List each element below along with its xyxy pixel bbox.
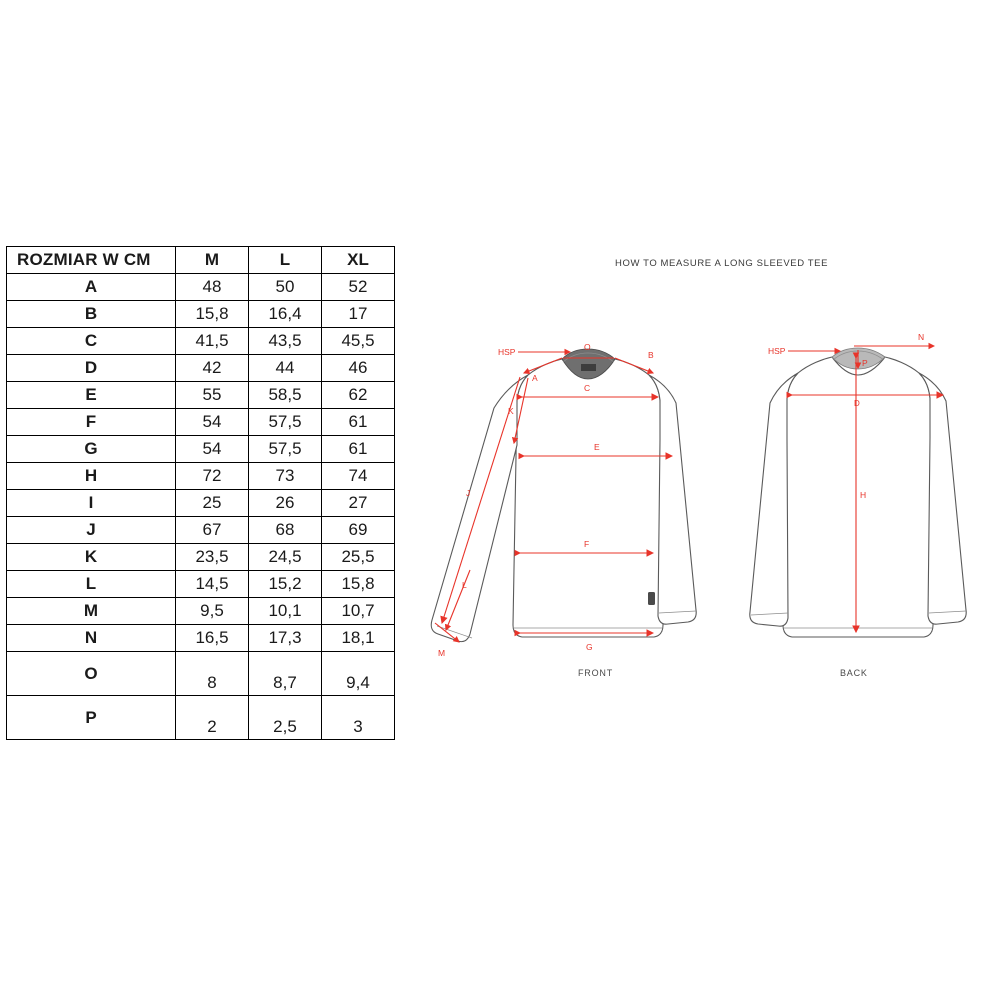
row-label-e: E	[7, 382, 176, 409]
cell-j-l: 68	[249, 517, 322, 544]
row-label-c: C	[7, 328, 176, 355]
cell-o-l: 8,7	[249, 652, 322, 696]
cell-k-xl: 25,5	[322, 544, 395, 571]
row-label-l: L	[7, 571, 176, 598]
row-label-o: O	[7, 652, 176, 696]
table-row	[7, 382, 395, 409]
front-caption: FRONT	[578, 668, 613, 678]
table-row	[7, 355, 395, 382]
cell-g-l: 57,5	[249, 436, 322, 463]
table-header-label: ROZMIAR W CM	[7, 247, 176, 274]
cell-k-l: 24,5	[249, 544, 322, 571]
svg-text:H: H	[860, 490, 867, 500]
cell-n-l: 17,3	[249, 625, 322, 652]
row-label-a: A	[7, 274, 176, 301]
diagram-title: HOW TO MEASURE A LONG SLEEVED TEE	[615, 258, 829, 269]
cell-f-m: 54	[176, 409, 249, 436]
cell-a-l: 50	[249, 274, 322, 301]
row-label-n: N	[7, 625, 176, 652]
table-header-size-xl: XL	[322, 247, 395, 274]
cell-o-m: 8	[176, 652, 249, 696]
cell-c-xl: 45,5	[322, 328, 395, 355]
cell-l-xl: 15,8	[322, 571, 395, 598]
table-row	[7, 652, 395, 696]
cell-d-l: 44	[249, 355, 322, 382]
table-row	[7, 598, 395, 625]
cell-i-m: 25	[176, 490, 249, 517]
cell-b-xl: 17	[322, 301, 395, 328]
svg-text:K: K	[508, 406, 514, 416]
cell-c-m: 41,5	[176, 328, 249, 355]
size-table-container	[6, 246, 394, 740]
table-row	[7, 696, 395, 740]
cell-i-l: 26	[249, 490, 322, 517]
cell-p-xl: 3	[322, 696, 395, 740]
cell-p-m: 2	[176, 696, 249, 740]
table-row	[7, 517, 395, 544]
cell-n-xl: 18,1	[322, 625, 395, 652]
cell-h-xl: 74	[322, 463, 395, 490]
cell-b-l: 16,4	[249, 301, 322, 328]
row-label-g: G	[7, 436, 176, 463]
cell-f-xl: 61	[322, 409, 395, 436]
row-label-m: M	[7, 598, 176, 625]
table-header-row	[7, 247, 395, 274]
table-row	[7, 544, 395, 571]
row-label-d: D	[7, 355, 176, 382]
cell-l-l: 15,2	[249, 571, 322, 598]
svg-text:P: P	[862, 358, 868, 368]
row-label-h: H	[7, 463, 176, 490]
cell-e-m: 55	[176, 382, 249, 409]
table-row	[7, 328, 395, 355]
table-row	[7, 625, 395, 652]
svg-text:A: A	[532, 373, 538, 383]
table-row	[7, 301, 395, 328]
cell-n-m: 16,5	[176, 625, 249, 652]
cell-d-m: 42	[176, 355, 249, 382]
table-row	[7, 274, 395, 301]
svg-text:M: M	[438, 648, 446, 658]
measurement-diagram	[410, 240, 990, 690]
svg-text:F: F	[584, 539, 590, 549]
row-label-j: J	[7, 517, 176, 544]
svg-text:B: B	[648, 350, 654, 360]
size-table	[6, 246, 395, 740]
table-header-size-m: M	[176, 247, 249, 274]
back-tee-drawing	[750, 332, 966, 637]
cell-j-xl: 69	[322, 517, 395, 544]
cell-f-l: 57,5	[249, 409, 322, 436]
cell-i-xl: 27	[322, 490, 395, 517]
cell-h-m: 72	[176, 463, 249, 490]
table-row	[7, 463, 395, 490]
cell-o-xl: 9,4	[322, 652, 395, 696]
cell-g-m: 54	[176, 436, 249, 463]
cell-b-m: 15,8	[176, 301, 249, 328]
row-label-p: P	[7, 696, 176, 740]
cell-m-xl: 10,7	[322, 598, 395, 625]
cell-l-m: 14,5	[176, 571, 249, 598]
svg-text:HSP: HSP	[768, 346, 786, 356]
svg-text:J: J	[466, 488, 471, 498]
svg-text:L: L	[462, 580, 467, 590]
cell-m-l: 10,1	[249, 598, 322, 625]
cell-g-xl: 61	[322, 436, 395, 463]
cell-j-m: 67	[176, 517, 249, 544]
table-header-size-l: L	[249, 247, 322, 274]
front-tee-drawing	[431, 342, 696, 658]
tee-illustration-svg	[410, 240, 990, 690]
svg-text:D: D	[854, 399, 860, 408]
table-row	[7, 571, 395, 598]
back-caption: BACK	[840, 668, 868, 678]
row-label-i: I	[7, 490, 176, 517]
svg-text:N: N	[918, 332, 925, 342]
cell-k-m: 23,5	[176, 544, 249, 571]
cell-d-xl: 46	[322, 355, 395, 382]
row-label-b: B	[7, 301, 176, 328]
row-label-f: F	[7, 409, 176, 436]
svg-text:C: C	[584, 383, 591, 393]
cell-a-xl: 52	[322, 274, 395, 301]
cell-m-m: 9,5	[176, 598, 249, 625]
cell-e-l: 58,5	[249, 382, 322, 409]
row-label-k: K	[7, 544, 176, 571]
cell-c-l: 43,5	[249, 328, 322, 355]
cell-p-l: 2,5	[249, 696, 322, 740]
svg-text:HSP: HSP	[498, 347, 516, 357]
cell-e-xl: 62	[322, 382, 395, 409]
svg-text:E: E	[594, 442, 600, 452]
cell-a-m: 48	[176, 274, 249, 301]
cell-h-l: 73	[249, 463, 322, 490]
table-row	[7, 490, 395, 517]
svg-text:O: O	[584, 342, 591, 352]
table-row	[7, 436, 395, 463]
table-row	[7, 409, 395, 436]
svg-text:G: G	[586, 642, 593, 652]
